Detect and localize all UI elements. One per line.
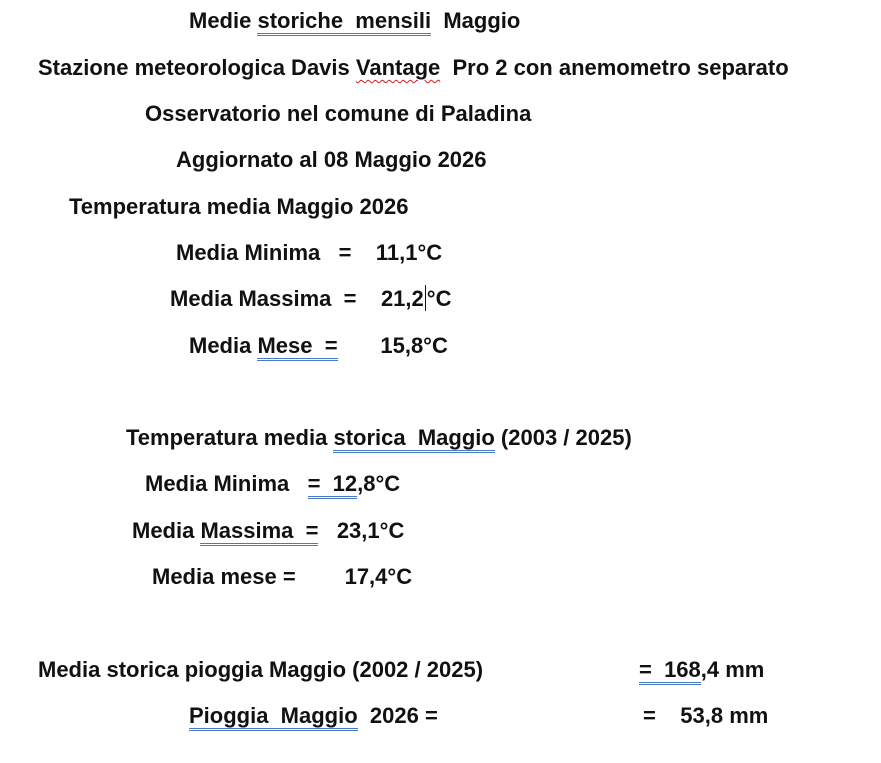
historical-max-row (132, 516, 404, 546)
current-max-value: 21,2 (380, 286, 424, 311)
rain-current-year: 2026 = (357, 703, 438, 728)
station-line (38, 53, 789, 83)
historical-min-value: ,8°C (357, 471, 401, 496)
current-month-label: Media (189, 333, 258, 358)
rain-current-label (189, 701, 438, 731)
rain-current-value: = 53,8 mm (643, 703, 769, 728)
historical-max-label-underlined: Massima = (200, 518, 318, 546)
historical-min-label: Media Minima (145, 471, 308, 496)
historical-month-row: Media mese = 17,4°C (152, 564, 413, 589)
page-title (189, 6, 520, 36)
historical-max-label: Media (132, 518, 201, 543)
historical-heading-text: Temperatura media (126, 425, 334, 450)
current-max-label: Media Massima = (170, 286, 381, 311)
current-min-label: Media Minima = (176, 240, 376, 265)
title-underlined-part: storiche mensili (257, 8, 431, 36)
historical-heading-years: (2003 / 2025) (494, 425, 632, 450)
current-month-label-underlined: Mese = (257, 333, 337, 361)
historical-min-row (145, 469, 400, 499)
historical-min-value-underlined: = 12 (308, 471, 358, 499)
rain-historical-value-underlined: = 168 (639, 657, 701, 685)
title-month: Maggio (431, 8, 521, 33)
text-cursor (425, 285, 426, 311)
observatory-line: Osservatorio nel comune di Paladina (145, 101, 532, 126)
current-min-value: 11,1°C (375, 240, 443, 265)
rain-historical-value: ,4 mm (700, 657, 765, 682)
station-model-spellcheck: Vantage (355, 55, 441, 80)
historical-heading-underlined: storica Maggio (333, 425, 494, 453)
station-text-rest: Pro 2 con anemometro separato (440, 55, 789, 80)
current-month-row (189, 331, 448, 361)
historical-max-value: 23,1°C (318, 518, 405, 543)
station-text: Stazione meteorologica Davis (38, 55, 356, 80)
rain-historical-label: Media storica pioggia Maggio (2002 / 2025) (38, 657, 484, 682)
historical-heading (126, 423, 632, 453)
rain-current-label-underlined: Pioggia Maggio (189, 703, 358, 731)
updated-line: Aggiornato al 08 Maggio 2026 (176, 147, 487, 172)
current-month-heading: Temperatura media Maggio 2026 (69, 194, 409, 219)
rain-historical-value-row (639, 655, 764, 685)
current-max-unit: °C (426, 286, 452, 311)
current-month-value: 15,8°C (337, 333, 448, 358)
current-min-row (176, 238, 442, 268)
current-max-row (170, 284, 451, 314)
title-part: Medie (189, 8, 258, 33)
